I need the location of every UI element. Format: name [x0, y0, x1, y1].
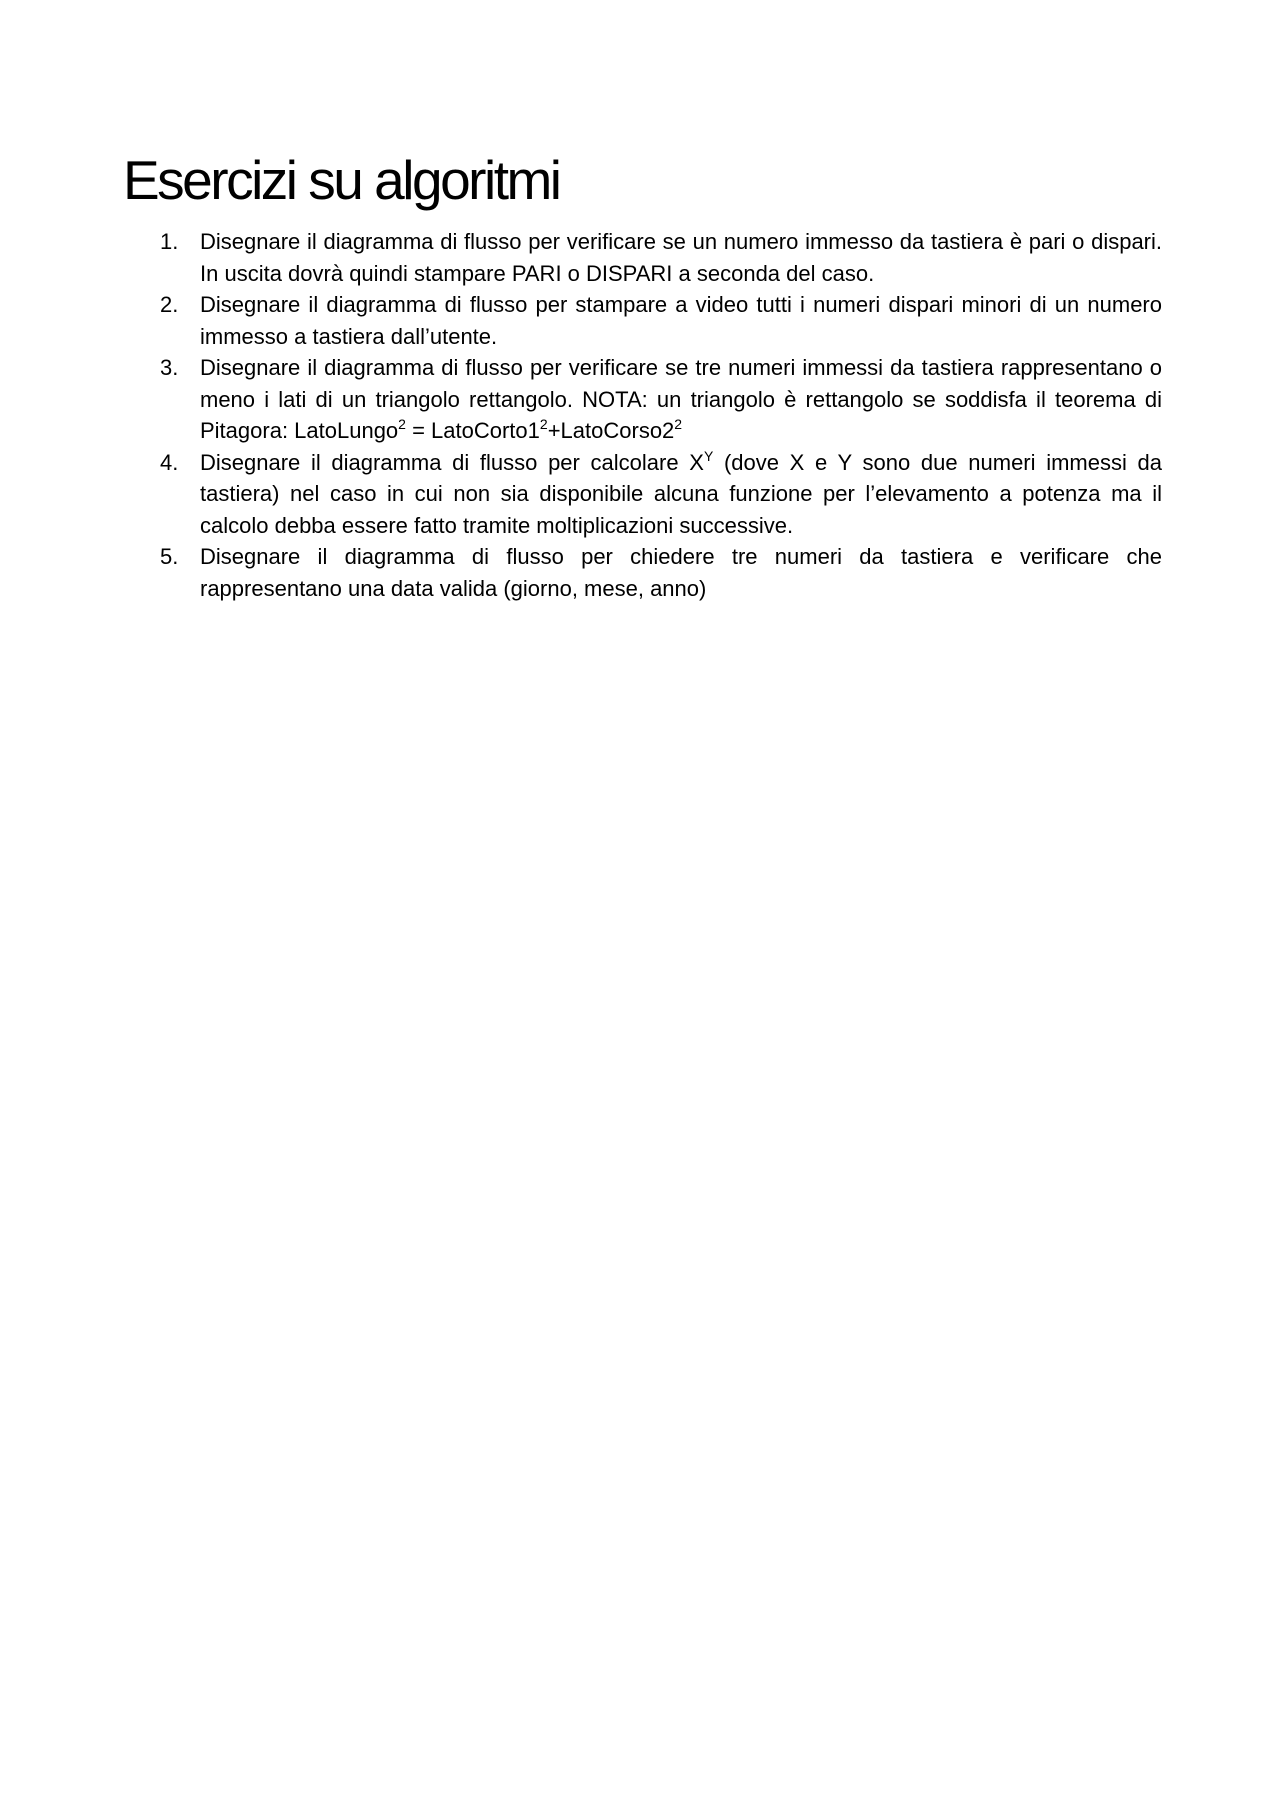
page-title: Esercizi su algoritmi — [123, 149, 560, 211]
exercise-item-2 — [0, 289, 1162, 352]
exercise-item-1 — [0, 226, 1162, 289]
exercise-text: Disegnare il diagramma di flusso per calcolare X — [200, 449, 704, 475]
superscript: 2 — [539, 416, 548, 432]
exercise-text-continued: (dove X e Y sono due numeri immessi da tastiera) nel caso in cui non sia disponibile alcuna funzione per l’elevamento a potenza ma il calcolo debba essere fatto tramite moltiplicazioni successive. — [200, 449, 1162, 538]
exercise-text: Disegnare il diagramma di flusso per stampare a video tutti i numeri dispari minori di un numero immesso a tastiera dall’utente. — [200, 292, 1162, 349]
superscript: 2 — [674, 416, 683, 432]
exercise-item-5 — [0, 541, 1162, 604]
superscript: 2 — [398, 416, 406, 432]
exercise-list — [0, 226, 1280, 604]
exercise-text-formula: +LatoCorso2 — [547, 418, 675, 443]
exercise-item-4 — [0, 447, 1162, 542]
item-number: 2. — [160, 292, 179, 317]
item-number: 1. — [160, 229, 179, 254]
exercise-text: Disegnare il diagramma di flusso per verificare se un numero immesso da tastiera è pari o dispari. In uscita dovrà quindi stampare PARI o DISPARI a seconda del caso. — [200, 229, 1162, 286]
item-number: 5. — [160, 544, 179, 569]
item-number: 4. — [160, 449, 179, 475]
superscript: Y — [703, 447, 714, 464]
exercise-text-formula: = LatoCorto1 — [405, 418, 540, 443]
exercise-item-3 — [0, 352, 1162, 447]
exercise-text: Disegnare il diagramma di flusso per verificare se tre numeri immessi da tastiera rappresentano o meno i lati di un triangolo rettangolo. NOTA: un triangolo è rettangolo se soddisfa il teorema di Pitagora: LatoLungo — [200, 355, 1162, 443]
item-number: 3. — [160, 355, 179, 380]
exercise-text: Disegnare il diagramma di flusso per chiedere tre numeri da tastiera e verificare che rappresentano una data valida (giorno, mese, anno) — [200, 544, 1162, 601]
